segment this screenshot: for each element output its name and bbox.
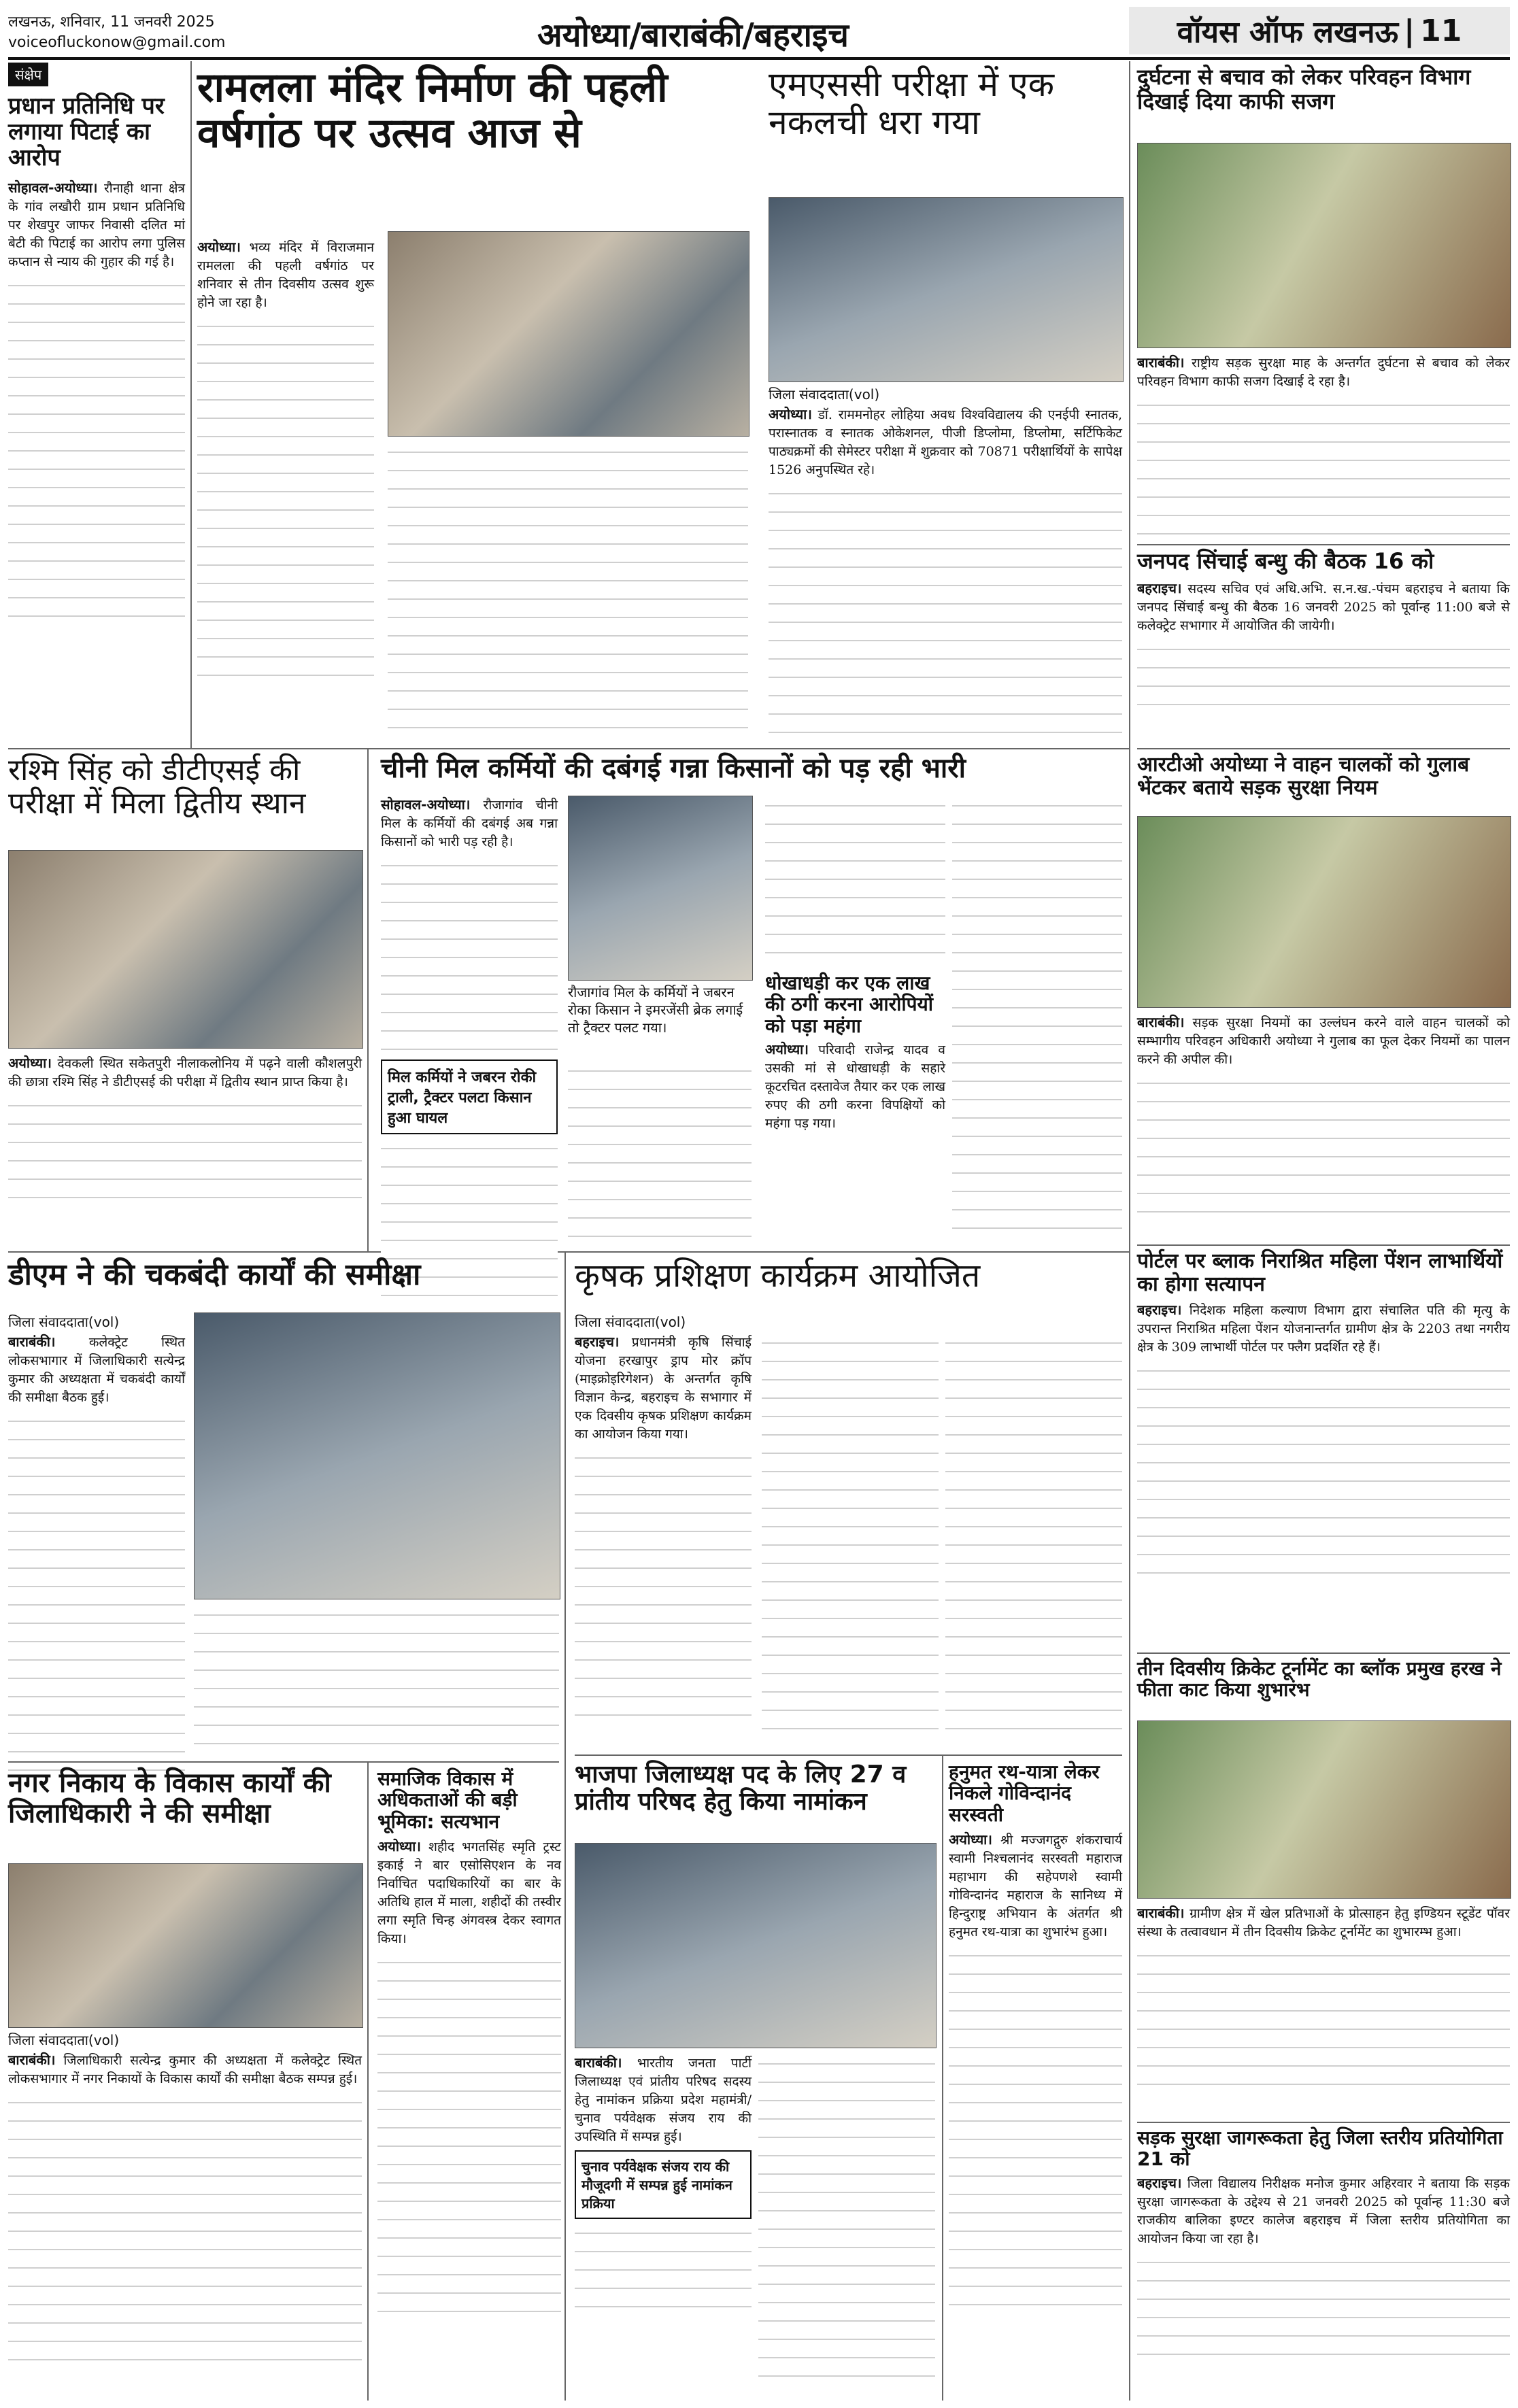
- byline: अयोध्या।: [949, 1831, 992, 1848]
- body-text-lines: [568, 1061, 752, 1244]
- body-text-lines: [8, 1096, 362, 1204]
- article-chini: [381, 753, 1122, 784]
- krishak-text-3: [945, 1333, 1122, 1741]
- dm-credit: जिला संवाददाता(vol): [8, 1314, 120, 1330]
- paper-name-block: वॉयस ऑफ लखनऊ | 11: [1129, 7, 1510, 54]
- col-divider: [367, 748, 369, 1251]
- col-divider: [367, 1761, 369, 2401]
- body-text-lines: [765, 796, 945, 966]
- article-nagar: [8, 1768, 362, 1829]
- headline: सड़क सुरक्षा जागरूकता हेतु जिला स्तरीय प्रतियोगिता 21 को: [1137, 2126, 1503, 2171]
- lead: प्रधानमंत्री कृषि सिंचाई योजना हरखापुर ड्राप मोर क्रॉप (माइक्रोइरिगेशन) के अन्तर्गत कृषि विज्ञान केन्द्र, बहराइच के सभागार में एक दिवसीय कृषक प्रशिक्षण कार्यक्रम का आयोजन किया गया।: [575, 1335, 752, 1442]
- lead: जिलाधिकारी सत्येन्द्र कुमार की अध्यक्षता में कलेक्ट्रेट स्थित लोकसभागार में नगर निकायों के विकास कार्यों की समीक्षा बैठक सम्पन्न हुई।: [8, 2053, 362, 2086]
- lead: रौजागांव चीनी मिल के कर्मियों की दबंगई अब गन्ना किसानों को भारी पड़ रही है।: [381, 798, 558, 849]
- lead: देवकली स्थित सकेतपुरी नीलाकलोनिय में पढ़ने वाली कौशलपुरी की छात्रा रश्मि सिंह ने डीटीएसई की परीक्षा में द्वितीय स्थान प्राप्त किया है।: [8, 1056, 362, 1089]
- lead: रौनाही थाना क्षेत्र के गांव लखौरी ग्राम प्रधान प्रतिनिधि पर शेखपुर जाफर निवासी दलित मां बेटी की पिटाई का आरोप लगा पुलिस कप्तान से न्याय की गुहार की गई है।: [8, 181, 185, 270]
- article-dm: [8, 1258, 559, 1291]
- ramlala-text-col: [197, 238, 374, 693]
- masthead-rule: [8, 57, 1510, 60]
- nagar-credit: जिला संवाददाता(vol): [8, 2032, 120, 2048]
- body-text-lines: [8, 1411, 185, 1771]
- headline: धोखाधड़ी कर एक लाख की ठगी करना आरोपियों को पड़ा महंगा: [765, 972, 934, 1037]
- headline: रामलला मंदिर निर्माण की पहली वर्षगांठ पर उत्सव आज से: [197, 64, 668, 158]
- body-text-lines: [1137, 1361, 1510, 1578]
- article-bhajpa: [575, 1761, 935, 1816]
- ramlala-photo: [388, 231, 749, 437]
- lead: राष्ट्रीय सड़क सुरक्षा माह के अन्तर्गत दुर्घटना से बचाव को लेकर परिवहन विभाग काफी सजग दिखाई दे रहा है।: [1137, 356, 1510, 389]
- rto-photo: [1137, 816, 1511, 1008]
- durghatna-text: [1137, 354, 1510, 541]
- article-sadak: [1137, 2127, 1510, 2364]
- chini-photo: [568, 796, 753, 981]
- chini-text-2: [568, 1061, 752, 1244]
- row-divider: [8, 1761, 559, 1763]
- body-text-lines: [949, 1946, 1122, 2320]
- row-divider: [1137, 1244, 1510, 1246]
- article-janpad: [1137, 549, 1510, 724]
- body-text-lines: [377, 1952, 561, 2326]
- byline: बाराबंकी।: [1137, 354, 1185, 371]
- headline: नगर निकाय के विकास कार्यों की जिलाधिकारी ने की समीक्षा: [8, 1767, 331, 1829]
- body-text-lines: [381, 855, 558, 1053]
- row-divider: [1137, 2122, 1510, 2123]
- article-cricket: [1137, 1658, 1510, 1701]
- krishak-text: [575, 1333, 752, 1729]
- lead: सदस्य सचिव एवं अधि.अभि. स.न.ख.-पंचम बहराइच ने बताया कि जनपद सिंचाई बन्धु की बैठक 16 जनवरी 2025 को पूर्वान्ह 11:00 बजे से कलेक्ट्रेट सभागार में आयोजित की जायेगी।: [1137, 581, 1510, 633]
- byline: बहराइच।: [575, 1334, 620, 1350]
- lead: भव्य मंदिर में विराजमान रामलला की पहली वर्षगांठ पर शनिवार से तीन दिवसीय उत्सव शुरू होने जा रहा है।: [197, 240, 374, 310]
- article-ramlala: [197, 65, 748, 156]
- article-rto: [1137, 753, 1510, 799]
- byline: बाराबंकी।: [1137, 1014, 1185, 1030]
- body-text-lines: [194, 1605, 559, 1754]
- msc-credit: जिला संवाददाता(vol): [769, 386, 880, 403]
- cricket-photo: [1137, 1720, 1511, 1899]
- row-divider: [8, 748, 1129, 749]
- row-divider: [1137, 1652, 1510, 1654]
- body-text-lines: [1137, 1946, 1510, 2095]
- masthead-left: [8, 12, 225, 53]
- body-text-lines: [197, 316, 374, 683]
- lead: ग्रामीण क्षेत्र में खेल प्रतिभाओं के प्रोत्साहन हेतु इण्डियन स्टूडेंट पॉवर संस्था के तत्वावधान में तीन दिवसीय क्रिकेट टूर्नामेंट का शुभारम्भ हुआ।: [1137, 1906, 1510, 1939]
- rashmi-text: [8, 1054, 362, 1207]
- byline: अयोध्या।: [197, 239, 241, 255]
- article-durghatna: [1137, 65, 1510, 114]
- article-pradhan: [8, 63, 185, 625]
- dateline: लखनऊ, शनिवार, 11 जनवरी 2025: [8, 14, 215, 31]
- byline: बाराबंकी।: [1137, 1905, 1185, 1921]
- byline: बहराइच।: [1137, 2174, 1182, 2191]
- article-krishak: [575, 1258, 1119, 1295]
- paper-name: वॉयस ऑफ लखनऊ: [1177, 15, 1399, 50]
- lead: कलेक्ट्रेट स्थित लोकसभागार में जिलाधिकारी सत्येन्द्र कुमार की अध्यक्षता में चकबंदी कार्यों की समीक्षा बैठक हुई।: [8, 1335, 185, 1405]
- krishak-text-2: [762, 1333, 939, 1741]
- page-number: 11: [1420, 13, 1462, 48]
- lead: डॉ. राममनोहर लोहिया अवध विश्वविद्यालय की एनईपी स्नातक, परास्नातक व स्नातक ओकेशनल, पीजी डिप्लोमा, डिप्लोमा, सर्टिफिकेट पाठ्यक्रमों की सेमेस्टर परीक्षा में शुक्रवार को 70871 परीक्षार्थियों के सापेक्ष 1526 अनुपस्थित रहे।: [769, 407, 1122, 477]
- byline: बाराबंकी।: [8, 1334, 56, 1350]
- article-dhokha: [765, 972, 945, 1133]
- lead: सड़क सुरक्षा नियमों का उल्लंघन करने वाले वाहन चालकों को सम्भागीय परिवहन अधिकारी अयोध्या ने गुलाब का फूल देकर नियमों का पालन करने की अपील की।: [1137, 1015, 1510, 1067]
- row-divider: [1137, 748, 1510, 749]
- headline: आरटीओ अयोध्या ने वाहन चालकों को गुलाब भेंटकर बताये सड़क सुरक्षा नियम: [1137, 753, 1470, 800]
- bhajpa-photo: [575, 1843, 937, 2048]
- body-text-lines: [758, 2054, 935, 2394]
- bhajpa-text: [575, 2054, 752, 2314]
- dm-text: [8, 1333, 185, 1774]
- nagar-photo: [8, 1863, 363, 2028]
- lead: श्री मज्जगद्गुरु शंकराचार्य स्वामी निश्चलानंद सरस्वती महाराज महाभाग की सहेपणशे स्वामी गोविन्दानंद महाराज के सानिध्य में हिन्दुराष्ट्र अभियान के अंतर्गत श्री हनुमत रथ-यात्रा का शुभारंभ हुआ।: [949, 1833, 1122, 1940]
- headline: डीएम ने की चकबंदी कार्यों की समीक्षा: [8, 1257, 421, 1292]
- byline: बहराइच।: [1137, 1302, 1182, 1319]
- byline: बाराबंकी।: [575, 2054, 622, 2071]
- lead: निदेशक महिला कल्याण विभाग द्वारा संचालित पति की मृत्यु के उपरान्त निराश्रित महिला पेंशन योजनान्तर्गत ग्रामीण क्षेत्र के 2203 तथा नगरीय क्षेत्र के 309 लाभार्थी पोर्टल पर फ्लैग प्रदर्शित रहे हैं।: [1137, 1303, 1510, 1355]
- row-divider: [575, 1754, 1122, 1756]
- body-text-lines: [8, 2092, 362, 2364]
- article-rashmi: [8, 753, 362, 821]
- headline: तीन दिवसीय क्रिकेट टूर्नामेंट का ब्लॉक प्रमुख हरख ने फीता काट किया शुभारंभ: [1137, 1657, 1502, 1701]
- headline: चीनी मिल कर्मियों की दबंगई गन्ना किसानों को पड़ रही भारी: [381, 753, 966, 784]
- headline: हनुमत रथ-यात्रा लेकर निकले गोविन्दानंद सरस्वती: [949, 1761, 1100, 1826]
- rashmi-photo: [8, 850, 363, 1049]
- col-divider: [564, 1251, 566, 2401]
- body-text-lines: [1137, 395, 1510, 538]
- body-text-lines: [1137, 639, 1510, 721]
- dhokha-text-2: [952, 796, 1122, 1244]
- col-divider: [1129, 61, 1130, 2401]
- body-text-lines: [575, 2223, 752, 2311]
- body-text-lines: [1137, 1073, 1510, 1230]
- byline: अयोध्या।: [8, 1055, 52, 1071]
- body-text-lines: [8, 275, 185, 622]
- chini-text: [381, 796, 558, 1311]
- byline: सोहावल-अयोध्या।: [381, 796, 471, 813]
- byline: अयोध्या।: [769, 406, 812, 422]
- row-divider: [1137, 544, 1510, 545]
- byline: अयोध्या।: [765, 1041, 809, 1058]
- headline: प्रधान प्रतिनिधि पर लगाया पिटाई का आरोप: [8, 92, 165, 172]
- body-text-lines: [769, 484, 1122, 735]
- cricket-text: [1137, 1904, 1510, 2098]
- section-title: अयोध्या/बाराबंकी/बहराइच: [537, 16, 849, 54]
- msc-text: [769, 405, 1122, 738]
- lead: शहीद भगतसिंह स्मृति ट्रस्ट इकाई ने बार एसोसिएशन के नव निर्वाचित पदाधिकारियों का बार के अतिथि हाल में माला, शहीदों की तस्वीर लगा स्मृति चिन्ह अंगवस्त्र देकर स्वागत किया।: [377, 1839, 561, 1947]
- headline: जनपद सिंचाई बन्धु की बैठक 16 को: [1137, 548, 1434, 574]
- bhajpa-inset: चुनाव पर्यवेक्षक संजय राय की मौजूदगी में सम्पन्न हुई नामांकन प्रक्रिया: [575, 2150, 752, 2219]
- headline: समाजिक विकास में अधिकताओं की बड़ी भूमिका: सत्यभान: [377, 1767, 518, 1833]
- headline: रश्मि सिंह को डीटीएसई की परीक्षा में मिला द्वितीय स्थान: [8, 753, 306, 821]
- article-msc: [769, 65, 1122, 141]
- msc-photo: [769, 197, 1124, 382]
- col-divider: [190, 61, 192, 748]
- col-divider: [942, 1754, 943, 2401]
- headline: दुर्घटना से बचाव को लेकर परिवहन विभाग दिखाई दिया काफी सजग: [1137, 64, 1471, 114]
- article-hanuman: [949, 1761, 1122, 2322]
- body-text-lines: [575, 1448, 752, 1727]
- body-text-lines: [945, 1333, 1122, 1741]
- body-text-lines: [1137, 2252, 1510, 2361]
- bhajpa-text-2: [758, 2054, 935, 2394]
- headline: कृषक प्रशिक्षण कार्यक्रम आयोजित: [575, 1257, 981, 1295]
- headline: भाजपा जिलाध्यक्ष पद के लिए 27 व प्रांतीय परिषद हेतु किया नामांकन: [575, 1761, 907, 1816]
- byline: बाराबंकी।: [8, 2052, 56, 2068]
- article-samajik: [377, 1768, 561, 2329]
- chini-text-3: [765, 796, 945, 966]
- body-text-lines: [388, 442, 748, 734]
- headline: एमएससी परीक्षा में एक नकलची धरा गया: [769, 65, 1054, 142]
- article-pension: [1137, 1250, 1510, 1581]
- rto-text: [1137, 1013, 1510, 1232]
- headline: पोर्टल पर ब्लाक निराश्रित महिला पेंशन लाभार्थियों का होगा सत्यापन: [1137, 1249, 1503, 1296]
- lead: जिला विद्यालय निरीक्षक मनोज कुमार अहिरवार ने बताया कि सड़क सुरक्षा जागरूकता के उद्देश्य से 21 जनवरी 2025 को पूर्वान्ह 11:30 बजे राजकीय बालिका इण्टर कालेज बहराइच में जिला स्तरीय प्रतियोगिता का आयोजन किया जा रहा है।: [1137, 2175, 1511, 2246]
- durghatna-photo: [1137, 143, 1511, 348]
- byline: बहराइच।: [1137, 579, 1182, 596]
- article-text: [8, 179, 185, 271]
- byline: अयोध्या।: [377, 1838, 421, 1855]
- lead: परिवादी राजेन्द्र यादव व उसकी मां से धोखाधड़ी के सहारे कूटरचित दस्तावेज तैयार कर एक लाख रुपए की ठगी करना विपक्षियों को महंगा पड़ गया।: [765, 1042, 945, 1132]
- dm-photo: [194, 1312, 560, 1599]
- dm-text-2: [194, 1605, 559, 1754]
- byline: सोहावल-अयोध्या।: [8, 180, 98, 197]
- krishak-credit: जिला संवाददाता(vol): [575, 1314, 686, 1330]
- sankshep-label: संक्षेप: [8, 63, 48, 86]
- body-text-lines: [762, 1333, 939, 1741]
- chini-inset: मिल कर्मियों ने जबरन रोकी ट्राली, ट्रैक्टर पलटा किसान हुआ घायल: [381, 1059, 558, 1134]
- nagar-text: [8, 2051, 362, 2367]
- chini-photo-caption: रौजागांव मिल के कर्मियों ने जबरन रोका किसान ने इमरजेंसी ब्रेक लगाई तो ट्रैक्टर पलट गया।: [568, 984, 743, 1036]
- lead: भारतीय जनता पार्टी जिलाध्यक्ष एवं प्रांतीय परिषद सदस्य हेतु नामांकन प्रक्रिया प्रदेश महामंत्री/चुनाव पर्यवेक्षक संजय राय की उपस्थिति में सम्पन्न हुई।: [575, 2056, 752, 2144]
- row-divider: [8, 1251, 1129, 1253]
- email: voiceofluckonow@gmail.com: [8, 34, 226, 51]
- ramlala-text-cols: [388, 442, 748, 734]
- body-text-lines: [952, 796, 1122, 1244]
